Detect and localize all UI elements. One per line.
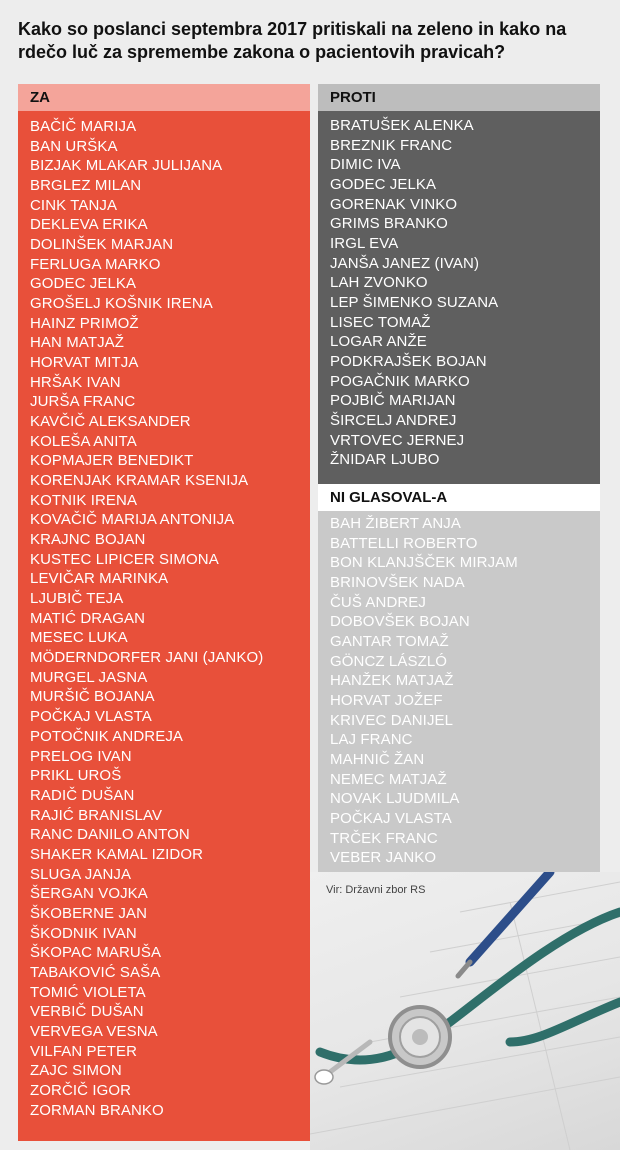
list-item: KRIVEC DANIJEL [330,711,454,729]
list-item: PRELOG IVAN [30,747,132,765]
list-item: KORENJAK KRAMAR KSENIJA [30,472,249,490]
list-item: POČKAJ VLASTA [330,810,452,828]
list-item: GÖNCZ LÁSZLÓ [330,652,448,670]
proti-list [330,116,498,470]
ni-glasoval-header: NI GLASOVAL-A [318,484,600,511]
list-item: NEMEC MATJAŽ [330,770,447,788]
list-item: ZORMAN BRANKO [30,1101,164,1119]
list-item: ŠKOBERNE JAN [30,904,148,922]
list-item: JANŠA JANEZ (IVAN) [330,254,480,272]
list-item: LJUBIČ TEJA [30,590,124,608]
list-item: TOMIĆ VIOLETA [30,983,146,1001]
list-item: MATIĆ DRAGAN [30,609,146,627]
list-item: HORVAT MITJA [30,354,139,372]
list-item: POTOČNIK ANDREJA [30,727,184,745]
list-item: ZORČIČ IGOR [30,1081,132,1099]
list-item: BON KLANJŠČEK MIRJAM [330,554,518,572]
list-item: BAN URŠKA [30,137,118,155]
list-item: ŠKODNIK IVAN [30,924,137,942]
ni-glasoval-list [330,514,518,868]
list-item: JURŠA FRANC [30,393,136,411]
list-item: KOPMAJER BENEDIKT [30,452,194,470]
list-item: ŽNIDAR LJUBO [330,451,440,469]
list-item: ŠIRCELJ ANDREJ [330,412,457,430]
list-item: LOGAR ANŽE [330,333,427,351]
list-item: TABAKOVIĆ SAŠA [30,963,161,981]
list-item: PRIKL UROŠ [30,767,122,785]
list-item: VERBIČ DUŠAN [30,1003,144,1021]
ni-glasoval-panel [318,511,600,872]
list-item: MURŠIČ BOJANA [30,688,155,706]
list-item: MAHNIČ ŽAN [330,751,425,769]
list-item: HANŽEK MATJAŽ [330,672,454,690]
list-item: RANC DANILO ANTON [30,826,190,844]
list-item: MESEC LUKA [30,629,128,647]
list-item: GANTAR TOMAŽ [330,633,449,651]
stethoscope-photo [310,872,620,1150]
za-list [30,117,263,1120]
list-item: KAVČIČ ALEKSANDER [30,413,191,431]
stethoscope-icon [310,872,620,1150]
list-item: GROŠELJ KOŠNIK IRENA [30,295,213,313]
list-item: DOLINŠEK MARJAN [30,236,174,254]
list-item: PODKRAJŠEK BOJAN [330,353,487,371]
list-item: LAH ZVONKO [330,274,428,292]
list-item: POGAČNIK MARKO [330,372,470,390]
list-item: VILFAN PETER [30,1042,138,1060]
list-item: FERLUGA MARKO [30,255,161,273]
list-item: KOVAČIČ MARIJA ANTONIJA [30,511,235,529]
za-panel [18,111,310,1141]
list-item: MURGEL JASNA [30,668,148,686]
list-item: RADIČ DUŠAN [30,786,135,804]
list-item: GORENAK VINKO [330,195,458,213]
list-item: POJBIČ MARIJAN [330,392,456,410]
list-item: TRČEK FRANC [330,829,438,847]
list-item: ŠKOPAC MARUŠA [30,944,162,962]
list-item: IRGL EVA [330,235,399,253]
list-item: HAN MATJAŽ [30,334,125,352]
list-item: BAH ŽIBERT ANJA [330,515,461,532]
list-item: VEBER JANKO [330,849,437,867]
page-title: Kako so poslanci septembra 2017 pritiskali na zeleno in kako na rdečo luč za spremembe zakona o pacientovih pravicah? [18,19,567,62]
list-item: SLUGA JANJA [30,865,132,883]
list-item: KUSTEC LIPICER SIMONA [30,550,219,568]
list-item: KOLEŠA ANITA [30,432,137,450]
list-item: LEP ŠIMENKO SUZANA [330,294,499,312]
list-item: BREZNIK FRANC [330,136,453,154]
list-item: HORVAT JOŽEF [330,692,443,710]
za-header: ZA [18,84,310,111]
list-item: DIMIC IVA [330,156,401,174]
list-item: BAČIČ MARIJA [30,118,137,135]
list-item: BIZJAK MLAKAR JULIJANA [30,157,223,175]
source-note: Vir: Državni zbor RS [326,884,426,896]
list-item: GODEC JELKA [30,275,137,293]
list-item: BATTELLI ROBERTO [330,534,478,552]
list-item: SHAKER KAMAL IZIDOR [30,845,204,863]
list-item: MÖDERNDORFER JANI (JANKO) [30,649,264,667]
list-item: VERVEGA VESNA [30,1022,158,1040]
list-item: HAINZ PRIMOŽ [30,314,139,332]
list-item: BRGLEZ MILAN [30,177,142,195]
list-item: HRŠAK IVAN [30,373,121,391]
list-item: POČKAJ VLASTA [30,708,152,726]
list-item: CINK TANJA [30,196,118,214]
list-item: ČUŠ ANDREJ [330,593,427,611]
list-item: ŠERGAN VOJKA [30,885,148,903]
list-item: LEVIČAR MARINKA [30,570,169,588]
list-item: KRAJNC BOJAN [30,531,146,549]
list-item: NOVAK LJUDMILA [330,790,460,808]
list-item: GODEC JELKA [330,176,437,194]
list-item: ZAJC SIMON [30,1062,122,1080]
list-item: RAJIĆ BRANISLAV [30,806,163,824]
list-item: DOBOVŠEK BOJAN [330,613,470,631]
list-item: DEKLEVA ERIKA [30,216,148,234]
list-item: LAJ FRANC [330,731,413,749]
proti-panel [318,111,600,484]
list-item: GRIMS BRANKO [330,215,448,233]
proti-header: PROTI [318,84,600,111]
list-item: KOTNIK IRENA [30,491,138,509]
list-item: BRINOVŠEK NADA [330,574,465,592]
list-item: BRATUŠEK ALENKA [330,117,474,134]
list-item: LISEC TOMAŽ [330,313,431,331]
list-item: VRTOVEC JERNEJ [330,431,465,449]
